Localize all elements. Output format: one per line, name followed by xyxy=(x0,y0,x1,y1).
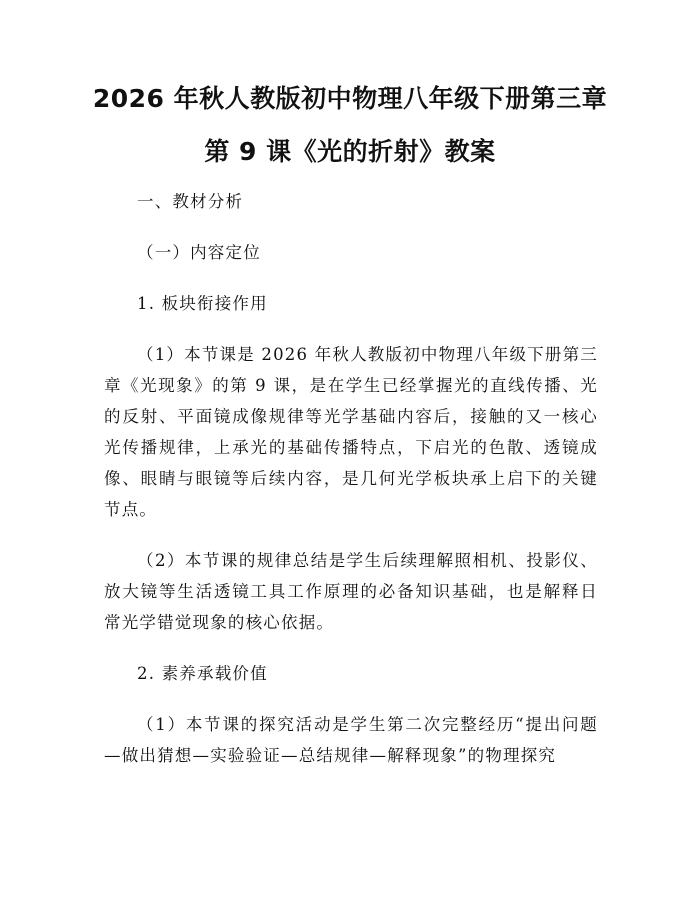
paragraph: （1）本节课的探究活动是学生第二次完整经历“提出问题—做出猜想—实验验证—总结规律—解释现象”的物理探究 xyxy=(104,715,598,765)
item-heading: 1. 板块衔接作用 xyxy=(137,294,268,313)
document-body xyxy=(104,186,598,791)
paragraph: （1）本节课是 2026 年秋人教版初中物理八年级下册第三章《光现象》的第 9 课，是在学生已经掌握光的直线传播、光的反射、平面镜成像规律等光学基础内容后，接触的又一核心光传播规律，上承光的基础传播特点，下启光的色散、透镜成像、眼睛与眼镜等后续内容，是几何光学板块承上启下的关键节点。 xyxy=(104,345,598,519)
item-heading: 2. 素养承载价值 xyxy=(137,664,268,683)
title-line-1: 2026 年秋人教版初中物理八年级下册第三章 xyxy=(92,84,608,113)
subsection-heading: （一）内容定位 xyxy=(137,243,261,262)
paragraph: （2）本节课的规律总结是学生后续理解照相机、投影仪、放大镜等生活透镜工具工作原理的必备知识基础，也是解释日常光学错觉现象的核心依据。 xyxy=(104,551,598,632)
document-title xyxy=(0,78,700,184)
section-heading: 一、教材分析 xyxy=(137,192,244,211)
title-line-2: 第 9 课《光的折射》教案 xyxy=(204,137,496,166)
